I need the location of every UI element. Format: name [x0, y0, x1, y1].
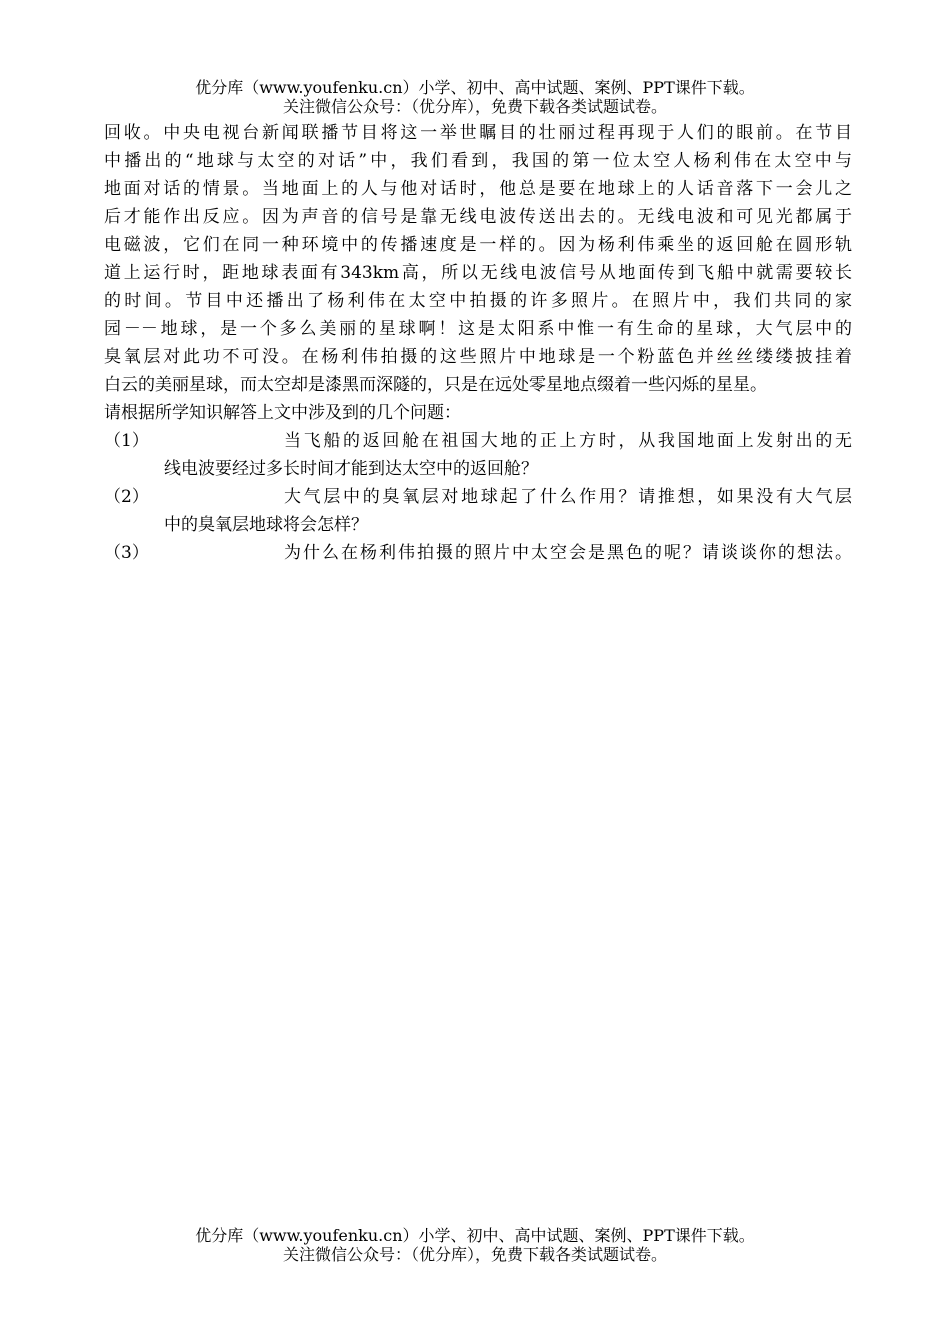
question-text-line-1: 当飞船的返回舱在祖国大地的正上方时，从我国地面上发射出的无	[284, 431, 852, 451]
passage-line: 的时间。节目中还播出了杨利伟在太空中拍摄的许多照片。在照片中，我们共同的家	[104, 291, 852, 311]
question-text-line-1: 为什么在杨利伟拍摄的照片中太空会是黑色的呢？请谈谈你的想法。	[284, 543, 852, 563]
passage-line: 道上运行时，距地球表面有343km高，所以无线电波信号从地面传到飞船中就需要较长	[104, 263, 852, 283]
question-2	[104, 483, 852, 539]
passage-line: 臭氧层对此功不可没。在杨利伟拍摄的这些照片中地球是一个粉蓝色并丝丝缕缕披挂着	[104, 347, 852, 367]
header-line-1: 优分库（www.youfenku.cn）小学、初中、高中试题、案例、PPT课件下载。	[195, 78, 755, 97]
passage-line: 回收。中央电视台新闻联播节目将这一举世瞩目的壮丽过程再现于人们的眼前。在节目	[104, 123, 852, 143]
passage	[104, 119, 852, 427]
page-header	[0, 78, 950, 116]
question-1	[104, 427, 852, 483]
passage-line: 地面对话的情景。当地面上的人与他对话时，他总是要在地球上的人话音落下一会儿之	[104, 179, 852, 199]
question-text-line-2: 中的臭氧层地球将会怎样？	[164, 515, 368, 535]
page-footer	[0, 1226, 950, 1264]
question-number: （3）	[104, 543, 149, 563]
question-number: （1）	[104, 431, 149, 451]
question-prompt: 请根据所学知识解答上文中涉及到的几个问题：	[104, 403, 461, 423]
header-line-2: 关注微信公众号：（优分库），免费下载各类试题试卷。	[282, 97, 667, 116]
question-text-line-1: 大气层中的臭氧层对地球起了什么作用？请推想，如果没有大气层	[284, 487, 852, 507]
passage-line: 园－－地球，是一个多么美丽的星球啊！这是太阳系中惟一有生命的星球，大气层中的	[104, 319, 852, 339]
passage-line: 白云的美丽星球，而太空却是漆黑而深隧的，只是在远处零星地点缀着一些闪烁的星星。	[104, 375, 767, 395]
footer-line-2: 关注微信公众号：（优分库），免费下载各类试题试卷。	[282, 1245, 667, 1264]
passage-line: 后才能作出反应。因为声音的信号是靠无线电波传送出去的。无线电波和可见光都属于	[104, 207, 852, 227]
question-3	[104, 539, 852, 567]
document-body	[104, 119, 852, 567]
question-number: （2）	[104, 487, 149, 507]
question-text-line-2: 线电波要经过多长时间才能到达太空中的返回舱？	[164, 459, 538, 479]
footer-line-1: 优分库（www.youfenku.cn）小学、初中、高中试题、案例、PPT课件下载。	[195, 1226, 755, 1245]
passage-line: 中播出的“地球与太空的对话”中，我们看到，我国的第一位太空人杨利伟在太空中与	[104, 151, 852, 171]
passage-line: 电磁波，它们在同一种环境中的传播速度是一样的。因为杨利伟乘坐的返回舱在圆形轨	[104, 235, 852, 255]
